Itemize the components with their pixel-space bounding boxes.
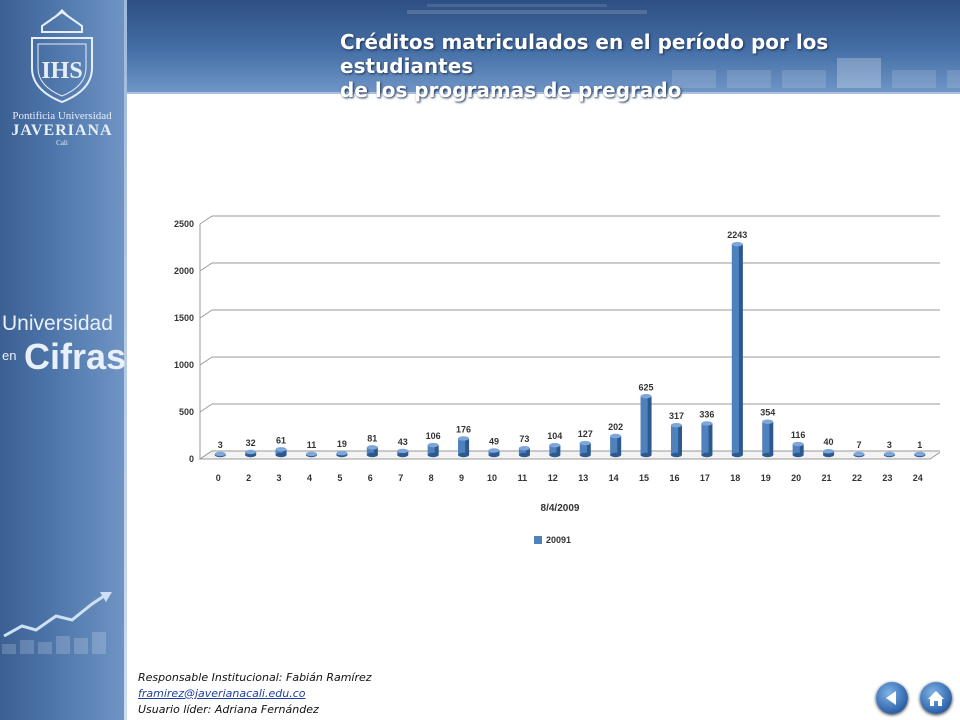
bar bbox=[853, 452, 864, 457]
bar-chart bbox=[160, 205, 940, 555]
data-label: 106 bbox=[425, 431, 441, 442]
bar bbox=[488, 448, 499, 457]
x-tick-label: 22 bbox=[851, 473, 862, 483]
logo-line2: JAVERIANA bbox=[11, 122, 113, 139]
x-tick-label: 4 bbox=[306, 473, 312, 483]
brand-word2: en bbox=[2, 348, 17, 363]
bar-top bbox=[276, 447, 287, 451]
bar-top bbox=[701, 421, 712, 425]
bar bbox=[306, 452, 317, 457]
footer-info bbox=[138, 670, 372, 718]
x-axis-label: 8/4/2009 bbox=[540, 503, 580, 514]
data-label: 73 bbox=[519, 434, 530, 445]
brand-word1: Universidad bbox=[2, 312, 113, 335]
bar bbox=[549, 443, 560, 457]
bar-top bbox=[732, 242, 743, 246]
y-tick-label: 2000 bbox=[173, 266, 194, 276]
logo-monogram: IHS bbox=[41, 58, 83, 84]
legend-swatch bbox=[534, 536, 542, 544]
home-icon bbox=[920, 682, 952, 714]
bar-base bbox=[580, 453, 591, 457]
data-label: 354 bbox=[760, 407, 776, 418]
y-tick-label: 1000 bbox=[173, 360, 194, 370]
bar bbox=[823, 449, 834, 457]
universidad-en-cifras-brand bbox=[0, 312, 127, 377]
x-tick-label: 6 bbox=[367, 473, 373, 483]
data-label: 127 bbox=[577, 429, 593, 440]
data-label: 104 bbox=[547, 431, 563, 442]
x-tick-label: 14 bbox=[608, 473, 619, 483]
data-label: 3 bbox=[886, 440, 892, 450]
bar-base bbox=[671, 453, 682, 457]
bar-shade bbox=[678, 425, 682, 455]
footer-responsable: Responsable Institucional: Fabián Ramírez bbox=[138, 671, 372, 684]
bar-base bbox=[793, 453, 804, 457]
bar-top bbox=[428, 443, 439, 447]
x-tick-label: 12 bbox=[547, 473, 558, 483]
footer-lider: Usuario líder: Adriana Fernández bbox=[138, 703, 319, 716]
x-tick-label: 19 bbox=[760, 473, 771, 483]
data-label: 202 bbox=[608, 422, 624, 433]
bar-shade bbox=[709, 423, 713, 455]
data-label: 317 bbox=[668, 411, 684, 422]
x-tick-label: 24 bbox=[912, 473, 923, 483]
bar-top bbox=[914, 452, 925, 456]
data-label: 11 bbox=[306, 439, 317, 450]
bar bbox=[245, 450, 256, 457]
bar-base bbox=[641, 453, 652, 457]
page-title-line2: de los programas de pregrado bbox=[340, 78, 682, 102]
bar bbox=[762, 420, 773, 458]
x-tick-label: 21 bbox=[821, 473, 832, 483]
legend bbox=[534, 535, 571, 545]
bar bbox=[397, 449, 408, 457]
bar bbox=[914, 452, 925, 457]
x-tick-label: 23 bbox=[882, 473, 893, 483]
bar bbox=[367, 445, 378, 457]
bar bbox=[671, 423, 682, 457]
bar-top bbox=[245, 450, 256, 454]
x-tick-label: 3 bbox=[276, 473, 282, 483]
bar-top bbox=[793, 442, 804, 446]
bar-top bbox=[610, 434, 621, 438]
bar-top bbox=[641, 394, 652, 398]
data-label: 625 bbox=[638, 382, 654, 393]
bar bbox=[580, 441, 591, 457]
bar-base bbox=[458, 453, 469, 457]
bar bbox=[793, 442, 804, 457]
crest-icon bbox=[20, 8, 104, 106]
bar-top bbox=[367, 445, 378, 449]
x-tick-label: 11 bbox=[517, 473, 528, 483]
data-label: 7 bbox=[856, 440, 862, 450]
bar bbox=[610, 434, 621, 457]
back-arrow-icon bbox=[876, 682, 908, 714]
x-tick-label: 15 bbox=[639, 473, 650, 483]
x-tick-label: 10 bbox=[486, 473, 497, 483]
data-label: 32 bbox=[245, 437, 256, 448]
data-label: 2243 bbox=[727, 230, 748, 241]
x-tick-label: 8 bbox=[428, 473, 434, 483]
bar-top bbox=[336, 451, 347, 455]
bar-top bbox=[762, 420, 773, 424]
y-tick-label: 2500 bbox=[173, 219, 194, 229]
data-label: 176 bbox=[456, 424, 472, 435]
bar-top bbox=[488, 448, 499, 452]
bar-base bbox=[701, 453, 712, 457]
bar bbox=[428, 443, 439, 457]
x-tick-label: 16 bbox=[669, 473, 680, 483]
bar-base bbox=[367, 453, 378, 457]
brand-word3: Cifras bbox=[24, 336, 127, 377]
y-tick-label: 0 bbox=[188, 454, 194, 464]
x-tick-label: 18 bbox=[730, 473, 741, 483]
data-label: 49 bbox=[488, 436, 499, 447]
university-logo bbox=[0, 8, 124, 147]
legend-label: 20091 bbox=[546, 535, 572, 545]
bar-top bbox=[306, 452, 317, 456]
data-label: 43 bbox=[397, 436, 408, 447]
bar-shade bbox=[769, 422, 773, 455]
bar-shade bbox=[739, 244, 743, 455]
bar-base bbox=[549, 453, 560, 457]
bar bbox=[276, 447, 287, 457]
trend-graphic bbox=[0, 590, 124, 660]
logo-line3: Cali bbox=[56, 139, 68, 147]
bar bbox=[884, 452, 895, 457]
data-label: 40 bbox=[823, 437, 834, 448]
bar-top bbox=[549, 443, 560, 447]
bar bbox=[336, 451, 347, 457]
bar-base bbox=[488, 453, 499, 457]
page-title bbox=[340, 30, 940, 102]
data-label: 19 bbox=[336, 439, 347, 450]
bar-shade bbox=[465, 438, 469, 455]
bar-top bbox=[215, 452, 226, 456]
bar-shade bbox=[617, 436, 621, 455]
bar-top bbox=[580, 441, 591, 445]
bar bbox=[519, 446, 530, 457]
back-button[interactable] bbox=[876, 682, 908, 714]
bar-base bbox=[762, 453, 773, 457]
bar-top bbox=[519, 446, 530, 450]
bar bbox=[458, 436, 469, 457]
x-tick-label: 9 bbox=[459, 473, 465, 483]
logo-line1: Pontificia Universidad bbox=[12, 110, 112, 122]
x-tick-label: 5 bbox=[337, 473, 343, 483]
bar-shade bbox=[648, 396, 652, 455]
data-label: 61 bbox=[276, 435, 287, 446]
y-tick-label: 500 bbox=[178, 407, 194, 417]
x-tick-label: 20 bbox=[791, 473, 802, 483]
data-label: 336 bbox=[699, 409, 715, 420]
bar-top bbox=[671, 423, 682, 427]
home-button[interactable] bbox=[920, 682, 952, 714]
bar-top bbox=[458, 436, 469, 440]
bar-top bbox=[884, 452, 895, 456]
bar bbox=[641, 394, 652, 457]
data-label: 3 bbox=[217, 440, 223, 450]
bar-base bbox=[397, 453, 408, 457]
y-tick-label: 1500 bbox=[173, 313, 194, 323]
x-tick-label: 2 bbox=[246, 473, 252, 483]
footer-email-link[interactable]: framirez@javerianacali.edu.co bbox=[138, 687, 306, 700]
bar-top bbox=[823, 449, 834, 453]
x-tick-label: 13 bbox=[578, 473, 589, 483]
bar-top bbox=[397, 449, 408, 453]
data-label: 116 bbox=[790, 430, 806, 441]
data-label: 81 bbox=[367, 433, 378, 444]
bar bbox=[732, 242, 743, 457]
x-tick-label: 17 bbox=[699, 473, 710, 483]
bar bbox=[215, 452, 226, 457]
bar-base bbox=[610, 453, 621, 457]
data-label: 1 bbox=[917, 440, 923, 450]
bar-base bbox=[428, 453, 439, 457]
x-tick-label: 7 bbox=[398, 473, 404, 483]
x-tick-label: 0 bbox=[215, 473, 221, 483]
bar-base bbox=[276, 453, 287, 457]
bar-base bbox=[823, 453, 834, 457]
page-title-line1: Créditos matriculados en el período por los estudiantes bbox=[340, 30, 829, 78]
bar-top bbox=[853, 452, 864, 456]
bar-base bbox=[519, 453, 530, 457]
bar-base bbox=[732, 453, 743, 457]
bar bbox=[701, 421, 712, 457]
